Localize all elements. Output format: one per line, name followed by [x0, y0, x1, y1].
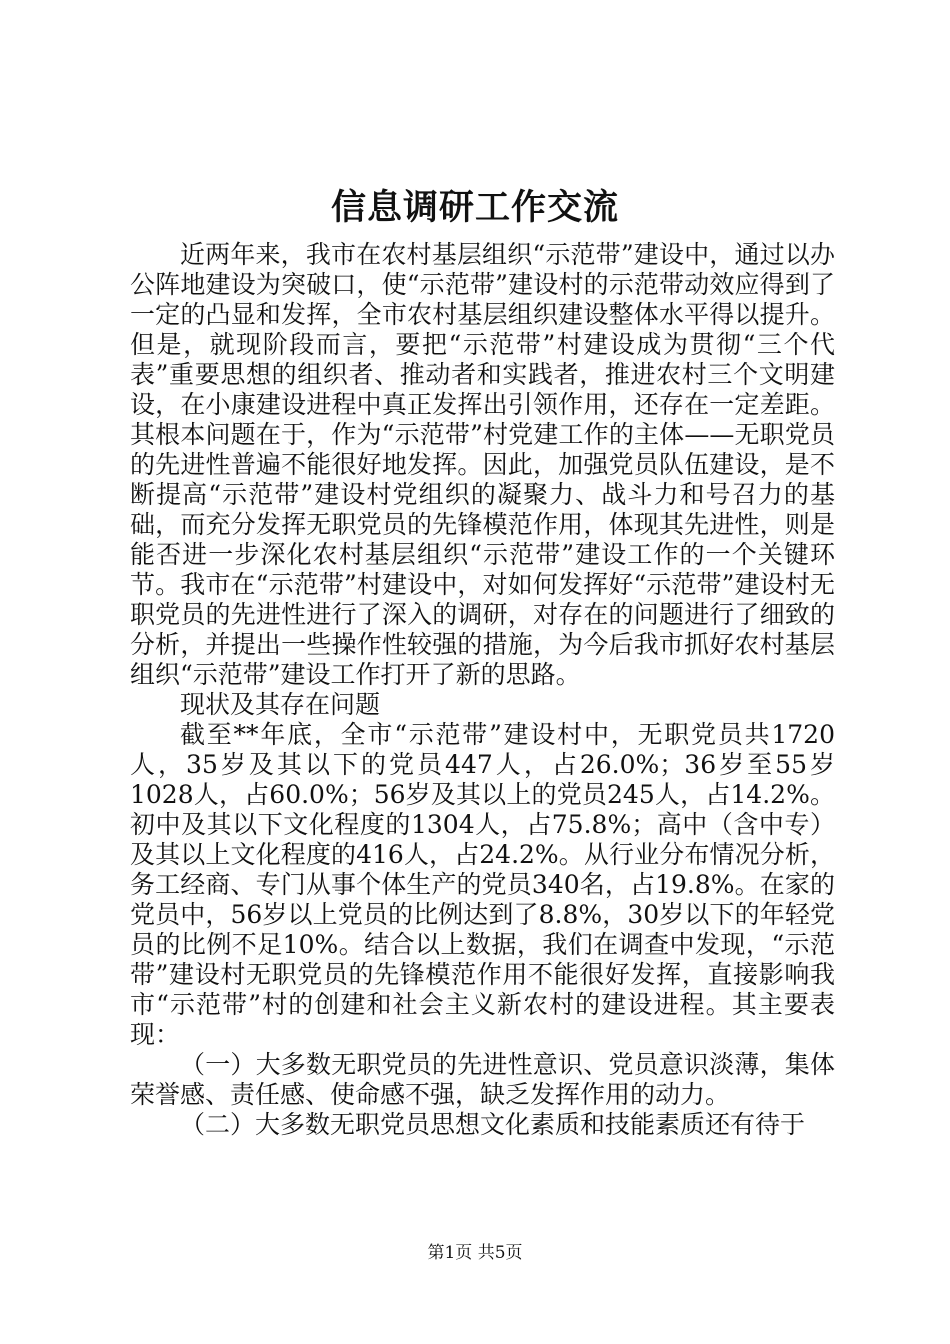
page-number: 第1页 共5页 [427, 1243, 523, 1263]
statistics-paragraph: 截至**年底，全市“示范带”建设村中，无职党员共1720人，35岁及其以下的党员447人，占26.0%；36岁至55岁1028人，占60.0%；56岁及其以上的党员245人，占14.2%。初中及其以下文化程度的1304人，占75.8%；高中（含中专）及其以上文化程度的416人，占24.2%。从行业分布情况分析，务工经商、专门从事个体生产的党员340名，占19.8%。在家的党员中，56岁以上党员的比例达到了8.8%，30岁以下的年轻党员的比例不足10%。结合以上数据，我们在调查中发现，“示范带”建设村无职党员的先锋模范作用不能很好发挥，直接影响我市“示范带”村的创建和社会主义新农村的建设进程。其主要表现： [130, 720, 835, 1049]
document-title: 信息调研工作交流 [330, 187, 619, 228]
issue-two-paragraph: （二）大多数无职党员思想文化素质和技能素质还有待于 [180, 1110, 806, 1139]
intro-paragraph: 近两年来，我市在农村基层组织“示范带”建设中，通过以办公阵地建设为突破口，使“示范带”建设村的示范带动效应得到了一定的凸显和发挥，全市农村基层组织建设整体水平得以提升。但是，就现阶段而言，要把“示范带”村建设成为贯彻“三个代表”重要思想的组织者、推动者和实践者，推进农村三个文明建设，在小康建设进程中真正发挥出引领作用，还存在一定差距。其根本问题在于，作为“示范带”村党建工作的主体——无职党员的先进性普遍不能很好地发挥。因此，加强党员队伍建设，是不断提高“示范带”建设村党组织的凝聚力、战斗力和号召力的基础，而充分发挥无职党员的先锋模范作用，体现其先进性，则是能否进一步深化农村基层组织“示范带”建设工作的一个关键环节。我市在“示范带”村建设中，对如何发挥好“示范带”建设村无职党员的先进性进行了深入的调研，对存在的问题进行了细致的分析，并提出一些操作性较强的措施，为今后我市抓好农村基层组织“示范带”建设工作打开了新的思路。 [130, 240, 835, 689]
issue-one-paragraph: （一）大多数无职党员的先进性意识、党员意识淡薄，集体荣誉感、责任感、使命感不强，缺乏发挥作用的动力。 [130, 1050, 835, 1109]
section-heading: 现状及其存在问题 [180, 690, 381, 719]
document-body [130, 240, 835, 1140]
